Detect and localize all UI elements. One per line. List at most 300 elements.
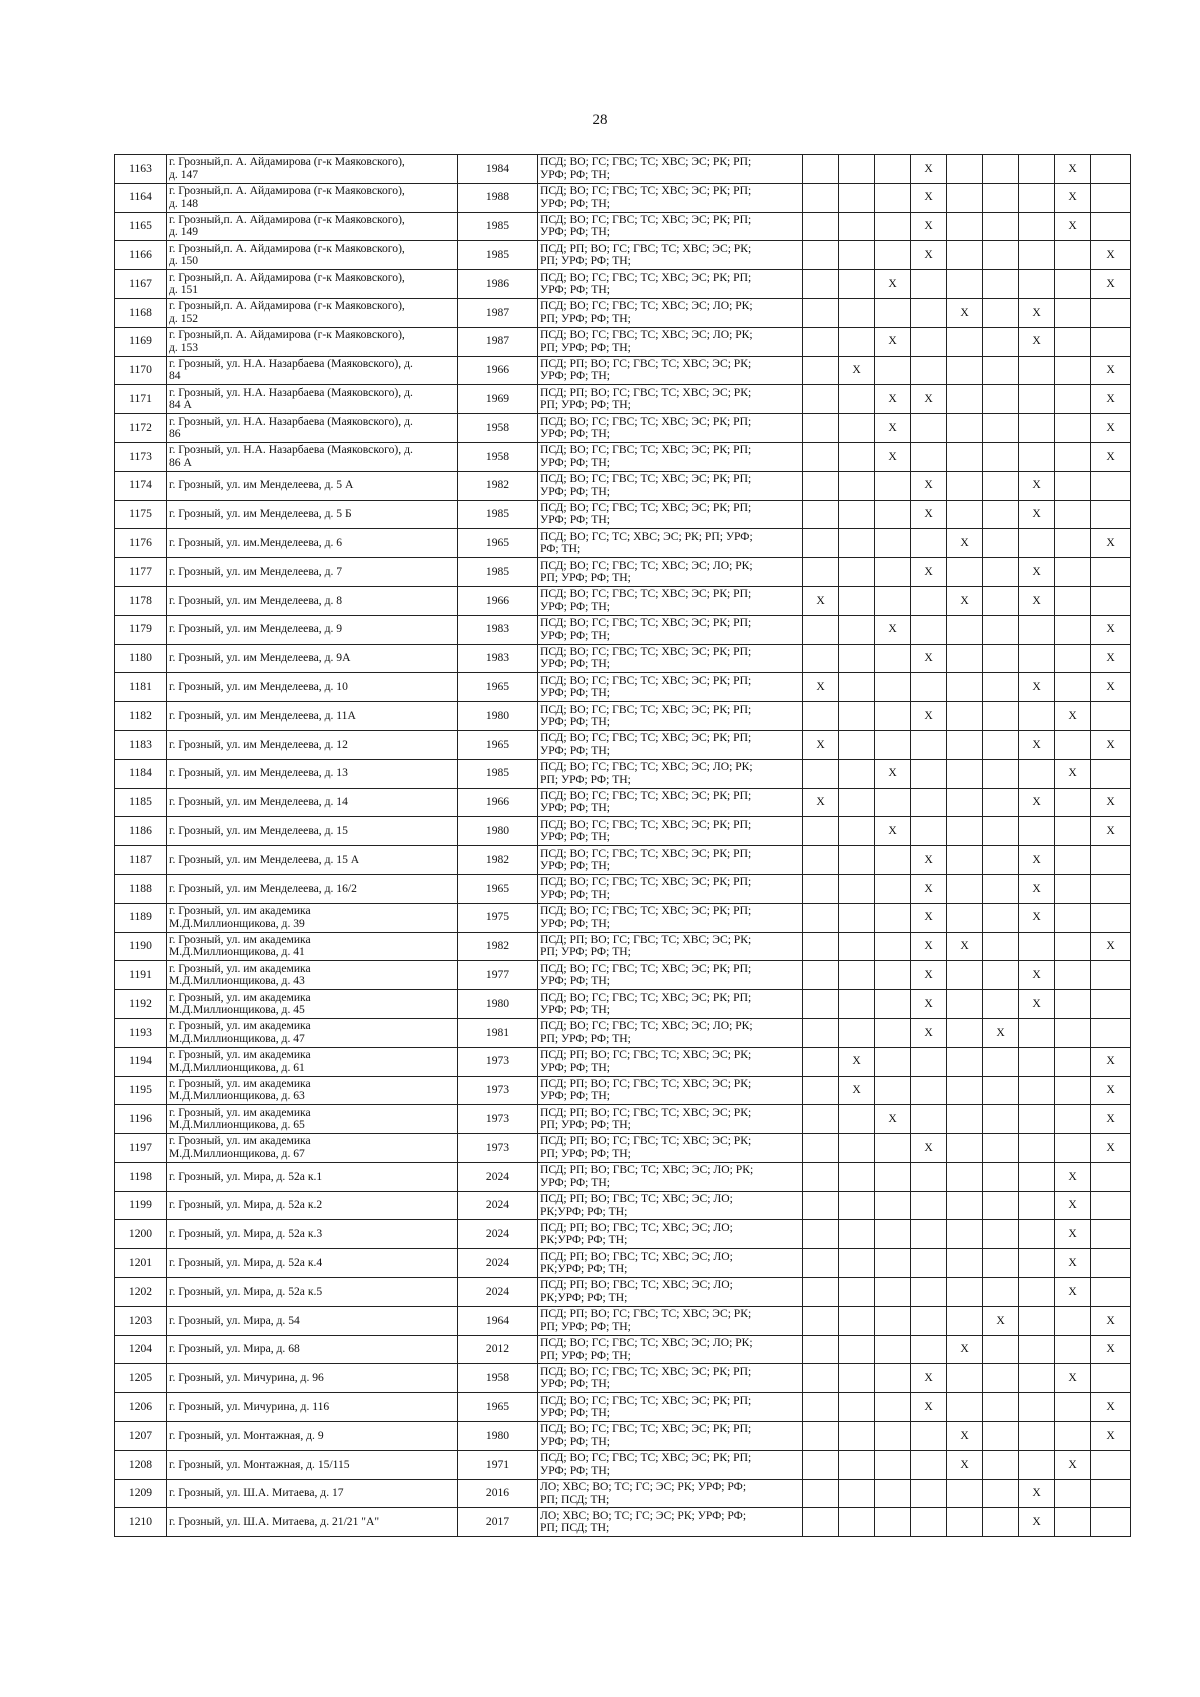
works-list-cell: ПСД; ВО; ГС; ГВС; ТС; ХВС; ЭС; РК; РП; УРФ; РФ; ТН;	[538, 673, 803, 702]
period-mark-cell	[911, 586, 947, 615]
period-mark-cell	[803, 1450, 839, 1479]
works-list-cell: ПСД; ВО; ГС; ГВС; ТС; ХВС; ЭС; РК; РП; УРФ; РФ; ТН;	[538, 846, 803, 875]
row-number-cell: 1184	[115, 759, 167, 788]
period-mark-cell	[983, 155, 1019, 184]
period-mark-cell	[839, 615, 875, 644]
row-number-cell: 1178	[115, 586, 167, 615]
period-mark-cell	[911, 759, 947, 788]
table-row	[115, 1191, 1131, 1220]
period-mark-cell: X	[875, 817, 911, 846]
period-mark-cell	[839, 442, 875, 471]
period-mark-cell	[983, 1134, 1019, 1163]
period-mark-cell	[1055, 414, 1091, 443]
works-list-cell: ПСД; РП; ВО; ГС; ГВС; ТС; ХВС; ЭС; РК; РП; УРФ; РФ; ТН;	[538, 1134, 803, 1163]
period-mark-cell	[947, 615, 983, 644]
period-mark-cell: X	[875, 414, 911, 443]
period-mark-cell	[803, 1249, 839, 1278]
table-row	[115, 1479, 1131, 1508]
period-mark-cell	[1091, 1162, 1131, 1191]
period-mark-cell	[983, 471, 1019, 500]
period-mark-cell	[875, 702, 911, 731]
row-number-cell: 1170	[115, 356, 167, 385]
address-cell: г. Грозный, ул. им Менделеева, д. 13	[167, 759, 458, 788]
period-mark-cell	[1055, 529, 1091, 558]
works-list-cell: ЛО; ХВС; ВО; ТС; ГС; ЭС; РК; УРФ; РФ; РП; ПСД; ТН;	[538, 1508, 803, 1537]
period-mark-cell: X	[803, 730, 839, 759]
period-mark-cell	[839, 1335, 875, 1364]
period-mark-cell	[911, 817, 947, 846]
address-cell: г. Грозный, ул. Мира, д. 68	[167, 1335, 458, 1364]
works-list-cell: ПСД; ВО; ГС; ГВС; ТС; ХВС; ЭС; РК; РП; УРФ; РФ; ТН;	[538, 1393, 803, 1422]
period-mark-cell: X	[911, 558, 947, 587]
period-mark-cell	[875, 1393, 911, 1422]
period-mark-cell	[839, 673, 875, 702]
period-mark-cell	[839, 327, 875, 356]
period-mark-cell	[1091, 1278, 1131, 1307]
period-mark-cell	[1019, 1191, 1055, 1220]
address-cell: г. Грозный,п. А. Айдамирова (г-к Маяковского), д. 151	[167, 270, 458, 299]
period-mark-cell: X	[1019, 298, 1055, 327]
period-mark-cell	[803, 1393, 839, 1422]
row-number-cell: 1202	[115, 1278, 167, 1307]
period-mark-cell	[839, 241, 875, 270]
row-number-cell: 1205	[115, 1364, 167, 1393]
period-mark-cell	[839, 846, 875, 875]
period-mark-cell	[803, 1018, 839, 1047]
period-mark-cell: X	[911, 1393, 947, 1422]
period-mark-cell	[875, 673, 911, 702]
period-mark-cell	[947, 155, 983, 184]
period-mark-cell	[983, 1162, 1019, 1191]
table-row	[115, 846, 1131, 875]
period-mark-cell	[1019, 1393, 1055, 1422]
period-mark-cell	[803, 1047, 839, 1076]
period-mark-cell	[947, 788, 983, 817]
period-mark-cell: X	[1091, 817, 1131, 846]
period-mark-cell: X	[1019, 673, 1055, 702]
period-mark-cell	[911, 442, 947, 471]
period-mark-cell: X	[875, 270, 911, 299]
period-mark-cell	[983, 730, 1019, 759]
address-cell: г. Грозный, ул. Мичурина, д. 96	[167, 1364, 458, 1393]
period-mark-cell	[1019, 1422, 1055, 1451]
period-mark-cell: X	[1019, 1508, 1055, 1537]
table-row	[115, 1076, 1131, 1105]
period-mark-cell	[983, 1076, 1019, 1105]
table-row	[115, 183, 1131, 212]
period-mark-cell: X	[1019, 586, 1055, 615]
period-mark-cell	[803, 1134, 839, 1163]
row-number-cell: 1183	[115, 730, 167, 759]
year-cell: 1980	[458, 990, 538, 1019]
row-number-cell: 1207	[115, 1422, 167, 1451]
year-cell: 1982	[458, 471, 538, 500]
period-mark-cell	[1055, 615, 1091, 644]
period-mark-cell	[803, 961, 839, 990]
period-mark-cell	[803, 702, 839, 731]
works-list-cell: ПСД; ВО; ГС; ГВС; ТС; ХВС; ЭС; РК; РП; УРФ; РФ; ТН;	[538, 961, 803, 990]
period-mark-cell	[1019, 1134, 1055, 1163]
period-mark-cell	[839, 759, 875, 788]
year-cell: 1973	[458, 1047, 538, 1076]
period-mark-cell	[1091, 155, 1131, 184]
period-mark-cell	[839, 500, 875, 529]
period-mark-cell	[947, 1134, 983, 1163]
period-mark-cell	[947, 241, 983, 270]
period-mark-cell	[947, 1047, 983, 1076]
period-mark-cell: X	[875, 1105, 911, 1134]
period-mark-cell	[1019, 1105, 1055, 1134]
period-mark-cell	[983, 1393, 1019, 1422]
period-mark-cell: X	[911, 961, 947, 990]
year-cell: 1988	[458, 183, 538, 212]
period-mark-cell	[1019, 1047, 1055, 1076]
period-mark-cell	[839, 817, 875, 846]
period-mark-cell: X	[1091, 1306, 1131, 1335]
period-mark-cell	[947, 1018, 983, 1047]
period-mark-cell: X	[911, 874, 947, 903]
period-mark-cell: X	[911, 702, 947, 731]
period-mark-cell	[1055, 673, 1091, 702]
period-mark-cell	[1055, 990, 1091, 1019]
address-cell: г. Грозный, ул. Н.А. Назарбаева (Маяковского), д. 84	[167, 356, 458, 385]
works-list-cell: ПСД; ВО; ГС; ГВС; ТС; ХВС; ЭС; РК; РП; УРФ; РФ; ТН;	[538, 990, 803, 1019]
period-mark-cell	[983, 558, 1019, 587]
period-mark-cell	[1019, 1220, 1055, 1249]
address-cell: г. Грозный,п. А. Айдамирова (г-к Маяковского), д. 150	[167, 241, 458, 270]
period-mark-cell	[911, 356, 947, 385]
period-mark-cell: X	[911, 183, 947, 212]
period-mark-cell	[983, 817, 1019, 846]
period-mark-cell	[1055, 327, 1091, 356]
works-list-cell: ПСД; ВО; ГС; ГВС; ТС; ХВС; ЭС; РК; РП; УРФ; РФ; ТН;	[538, 414, 803, 443]
period-mark-cell	[803, 1306, 839, 1335]
period-mark-cell	[803, 615, 839, 644]
address-cell: г. Грозный, ул. Мира, д. 52а к.1	[167, 1162, 458, 1191]
period-mark-cell	[1091, 1220, 1131, 1249]
period-mark-cell	[911, 730, 947, 759]
period-mark-cell: X	[1055, 1191, 1091, 1220]
period-mark-cell	[911, 1278, 947, 1307]
period-mark-cell	[1055, 471, 1091, 500]
period-mark-cell	[983, 846, 1019, 875]
period-mark-cell: X	[1055, 212, 1091, 241]
works-list-cell: ПСД; ВО; ГС; ГВС; ТС; ХВС; ЭС; РК; РП; УРФ; РФ; ТН;	[538, 500, 803, 529]
period-mark-cell	[803, 183, 839, 212]
period-mark-cell	[875, 788, 911, 817]
period-mark-cell	[1091, 1450, 1131, 1479]
table-row	[115, 558, 1131, 587]
period-mark-cell	[839, 1191, 875, 1220]
row-number-cell: 1191	[115, 961, 167, 990]
period-mark-cell	[983, 1105, 1019, 1134]
period-mark-cell	[839, 558, 875, 587]
period-mark-cell	[803, 644, 839, 673]
year-cell: 1973	[458, 1134, 538, 1163]
row-number-cell: 1186	[115, 817, 167, 846]
period-mark-cell: X	[1091, 529, 1131, 558]
table-row	[115, 615, 1131, 644]
period-mark-cell	[1019, 1249, 1055, 1278]
period-mark-cell: X	[911, 1134, 947, 1163]
period-mark-cell	[983, 788, 1019, 817]
period-mark-cell	[803, 442, 839, 471]
table-row	[115, 932, 1131, 961]
year-cell: 1958	[458, 1364, 538, 1393]
row-number-cell: 1194	[115, 1047, 167, 1076]
period-mark-cell	[983, 1220, 1019, 1249]
period-mark-cell	[911, 1249, 947, 1278]
period-mark-cell	[1019, 1306, 1055, 1335]
table-row	[115, 1105, 1131, 1134]
table-row	[115, 414, 1131, 443]
period-mark-cell: X	[1091, 788, 1131, 817]
period-mark-cell	[1055, 1335, 1091, 1364]
period-mark-cell: X	[1091, 1335, 1131, 1364]
year-cell: 1965	[458, 529, 538, 558]
period-mark-cell: X	[1091, 385, 1131, 414]
table-row	[115, 385, 1131, 414]
period-mark-cell: X	[947, 1335, 983, 1364]
period-mark-cell: X	[911, 500, 947, 529]
address-cell: г. Грозный, ул. им Менделеева, д. 15	[167, 817, 458, 846]
address-cell: г. Грозный, ул. Мира, д. 54	[167, 1306, 458, 1335]
table-row	[115, 817, 1131, 846]
works-list-cell: ПСД; ВО; ГС; ГВС; ТС; ХВС; ЭС; ЛО; РК; РП; УРФ; РФ; ТН;	[538, 327, 803, 356]
period-mark-cell	[911, 1306, 947, 1335]
period-mark-cell	[1055, 932, 1091, 961]
works-list-cell: ПСД; РП; ВО; ГС; ГВС; ТС; ХВС; ЭС; РК; УРФ; РФ; ТН;	[538, 1076, 803, 1105]
period-mark-cell: X	[947, 529, 983, 558]
works-list-cell: ПСД; ВО; ГС; ГВС; ТС; ХВС; ЭС; РК; РП; УРФ; РФ; ТН;	[538, 702, 803, 731]
year-cell: 1982	[458, 846, 538, 875]
period-mark-cell: X	[1091, 442, 1131, 471]
period-mark-cell: X	[911, 1364, 947, 1393]
period-mark-cell: X	[983, 1018, 1019, 1047]
period-mark-cell	[839, 702, 875, 731]
period-mark-cell	[947, 961, 983, 990]
period-mark-cell	[803, 500, 839, 529]
period-mark-cell	[947, 270, 983, 299]
period-mark-cell	[911, 1450, 947, 1479]
period-mark-cell	[1091, 702, 1131, 731]
period-mark-cell	[947, 183, 983, 212]
year-cell: 1987	[458, 298, 538, 327]
period-mark-cell	[875, 1479, 911, 1508]
table-row	[115, 155, 1131, 184]
year-cell: 1987	[458, 327, 538, 356]
period-mark-cell	[1019, 932, 1055, 961]
period-mark-cell	[983, 1450, 1019, 1479]
period-mark-cell	[803, 471, 839, 500]
period-mark-cell: X	[947, 298, 983, 327]
address-cell: г. Грозный, ул. им Менделеева, д. 11А	[167, 702, 458, 731]
period-mark-cell	[947, 1306, 983, 1335]
table-row	[115, 1249, 1131, 1278]
period-mark-cell	[803, 817, 839, 846]
period-mark-cell: X	[1091, 673, 1131, 702]
period-mark-cell	[803, 385, 839, 414]
period-mark-cell	[1055, 644, 1091, 673]
works-list-cell: ПСД; ВО; ГС; ГВС; ТС; ХВС; ЭС; РК; РП; УРФ; РФ; ТН;	[538, 788, 803, 817]
table-row	[115, 903, 1131, 932]
address-cell: г. Грозный, ул. Мичурина, д. 116	[167, 1393, 458, 1422]
period-mark-cell	[803, 529, 839, 558]
period-mark-cell	[1019, 1018, 1055, 1047]
period-mark-cell	[803, 1422, 839, 1451]
year-cell: 2024	[458, 1220, 538, 1249]
table-row	[115, 1364, 1131, 1393]
period-mark-cell	[839, 586, 875, 615]
works-list-cell: ПСД; ВО; ГС; ГВС; ТС; ХВС; ЭС; РК; РП; УРФ; РФ; ТН;	[538, 730, 803, 759]
period-mark-cell	[1055, 442, 1091, 471]
address-cell: г. Грозный, ул. им Менделеева, д. 9А	[167, 644, 458, 673]
year-cell: 1986	[458, 270, 538, 299]
table-row	[115, 1018, 1131, 1047]
address-cell: г. Грозный, ул. им академика М.Д.Миллионщикова, д. 67	[167, 1134, 458, 1163]
period-mark-cell	[839, 529, 875, 558]
year-cell: 1985	[458, 759, 538, 788]
period-mark-cell	[911, 1047, 947, 1076]
period-mark-cell	[875, 298, 911, 327]
row-number-cell: 1210	[115, 1508, 167, 1537]
period-mark-cell	[1019, 183, 1055, 212]
period-mark-cell	[875, 1191, 911, 1220]
year-cell: 1983	[458, 615, 538, 644]
period-mark-cell	[803, 990, 839, 1019]
address-cell: г. Грозный, ул. им академика М.Д.Миллионщикова, д. 43	[167, 961, 458, 990]
period-mark-cell	[947, 990, 983, 1019]
period-mark-cell	[947, 846, 983, 875]
period-mark-cell	[947, 1220, 983, 1249]
address-cell: г. Грозный, ул. им Менделеева, д. 16/2	[167, 874, 458, 903]
period-mark-cell: X	[1055, 1450, 1091, 1479]
period-mark-cell	[1019, 241, 1055, 270]
period-mark-cell: X	[1055, 1364, 1091, 1393]
period-mark-cell: X	[1019, 327, 1055, 356]
address-cell: г. Грозный, ул. им академика М.Д.Миллионщикова, д. 45	[167, 990, 458, 1019]
period-mark-cell	[839, 1422, 875, 1451]
period-mark-cell	[839, 471, 875, 500]
works-list-cell: ПСД; ВО; ГС; ГВС; ТС; ХВС; ЭС; ЛО; РК; РП; УРФ; РФ; ТН;	[538, 1335, 803, 1364]
address-cell: г. Грозный, ул. им Менделеева, д. 14	[167, 788, 458, 817]
row-number-cell: 1173	[115, 442, 167, 471]
row-number-cell: 1196	[115, 1105, 167, 1134]
period-mark-cell	[983, 241, 1019, 270]
year-cell: 2024	[458, 1162, 538, 1191]
period-mark-cell	[911, 1220, 947, 1249]
year-cell: 1980	[458, 817, 538, 846]
table-row	[115, 586, 1131, 615]
period-mark-cell	[839, 961, 875, 990]
period-mark-cell	[1091, 1191, 1131, 1220]
period-mark-cell	[839, 1479, 875, 1508]
period-mark-cell	[875, 1249, 911, 1278]
period-mark-cell	[983, 1422, 1019, 1451]
works-list-cell: ПСД; РП; ВО; ГВС; ТС; ХВС; ЭС; ЛО; РК; УРФ; РФ; ТН;	[538, 1162, 803, 1191]
period-mark-cell: X	[839, 356, 875, 385]
period-mark-cell	[983, 1191, 1019, 1220]
period-mark-cell: X	[1019, 903, 1055, 932]
address-cell: г. Грозный, ул. им Менделеева, д. 5 Б	[167, 500, 458, 529]
period-mark-cell	[983, 1278, 1019, 1307]
year-cell: 1985	[458, 558, 538, 587]
period-mark-cell: X	[1019, 961, 1055, 990]
period-mark-cell	[839, 1018, 875, 1047]
period-mark-cell	[911, 298, 947, 327]
period-mark-cell	[1055, 730, 1091, 759]
period-mark-cell	[947, 1364, 983, 1393]
address-cell: г. Грозный, ул. им академика М.Д.Миллионщикова, д. 65	[167, 1105, 458, 1134]
period-mark-cell: X	[839, 1076, 875, 1105]
period-mark-cell	[983, 356, 1019, 385]
period-mark-cell	[875, 241, 911, 270]
period-mark-cell	[875, 1422, 911, 1451]
year-cell: 1973	[458, 1105, 538, 1134]
year-cell: 2024	[458, 1249, 538, 1278]
period-mark-cell: X	[1019, 471, 1055, 500]
period-mark-cell	[983, 1364, 1019, 1393]
period-mark-cell	[1055, 1076, 1091, 1105]
address-cell: г. Грозный, ул. им Менделеева, д. 12	[167, 730, 458, 759]
period-mark-cell	[839, 183, 875, 212]
period-mark-cell: X	[1091, 1076, 1131, 1105]
period-mark-cell	[1091, 471, 1131, 500]
page-number: 28	[592, 112, 608, 128]
year-cell: 1985	[458, 212, 538, 241]
period-mark-cell	[839, 1364, 875, 1393]
table-row	[115, 788, 1131, 817]
period-mark-cell	[1055, 1306, 1091, 1335]
period-mark-cell	[803, 298, 839, 327]
works-list-cell: ПСД; РП; ВО; ГВС; ТС; ХВС; ЭС; ЛО; РК;УРФ; РФ; ТН;	[538, 1220, 803, 1249]
period-mark-cell: X	[947, 586, 983, 615]
period-mark-cell	[983, 183, 1019, 212]
works-list-cell: ПСД; ВО; ГС; ГВС; ТС; ХВС; ЭС; РК; РП; УРФ; РФ; ТН;	[538, 442, 803, 471]
period-mark-cell	[839, 1508, 875, 1537]
period-mark-cell	[1019, 155, 1055, 184]
period-mark-cell	[803, 155, 839, 184]
period-mark-cell	[839, 155, 875, 184]
table-row	[115, 1508, 1131, 1537]
period-mark-cell	[875, 558, 911, 587]
row-number-cell: 1171	[115, 385, 167, 414]
row-number-cell: 1206	[115, 1393, 167, 1422]
period-mark-cell	[911, 1076, 947, 1105]
period-mark-cell: X	[911, 932, 947, 961]
period-mark-cell	[1091, 961, 1131, 990]
period-mark-cell	[947, 1278, 983, 1307]
period-mark-cell	[1091, 298, 1131, 327]
period-mark-cell: X	[1019, 990, 1055, 1019]
period-mark-cell	[839, 385, 875, 414]
period-mark-cell	[1019, 1335, 1055, 1364]
period-mark-cell: X	[911, 212, 947, 241]
table-row	[115, 241, 1131, 270]
works-list-cell: ПСД; РП; ВО; ГС; ГВС; ТС; ХВС; ЭС; РК; РП; УРФ; РФ; ТН;	[538, 1105, 803, 1134]
period-mark-cell: X	[911, 241, 947, 270]
period-mark-cell: X	[839, 1047, 875, 1076]
period-mark-cell	[947, 356, 983, 385]
period-mark-cell	[875, 1335, 911, 1364]
table-row	[115, 874, 1131, 903]
year-cell: 1958	[458, 442, 538, 471]
table-row	[115, 500, 1131, 529]
period-mark-cell: X	[1019, 846, 1055, 875]
period-mark-cell	[1091, 586, 1131, 615]
address-cell: г. Грозный,п. А. Айдамирова (г-к Маяковского), д. 149	[167, 212, 458, 241]
period-mark-cell	[875, 961, 911, 990]
